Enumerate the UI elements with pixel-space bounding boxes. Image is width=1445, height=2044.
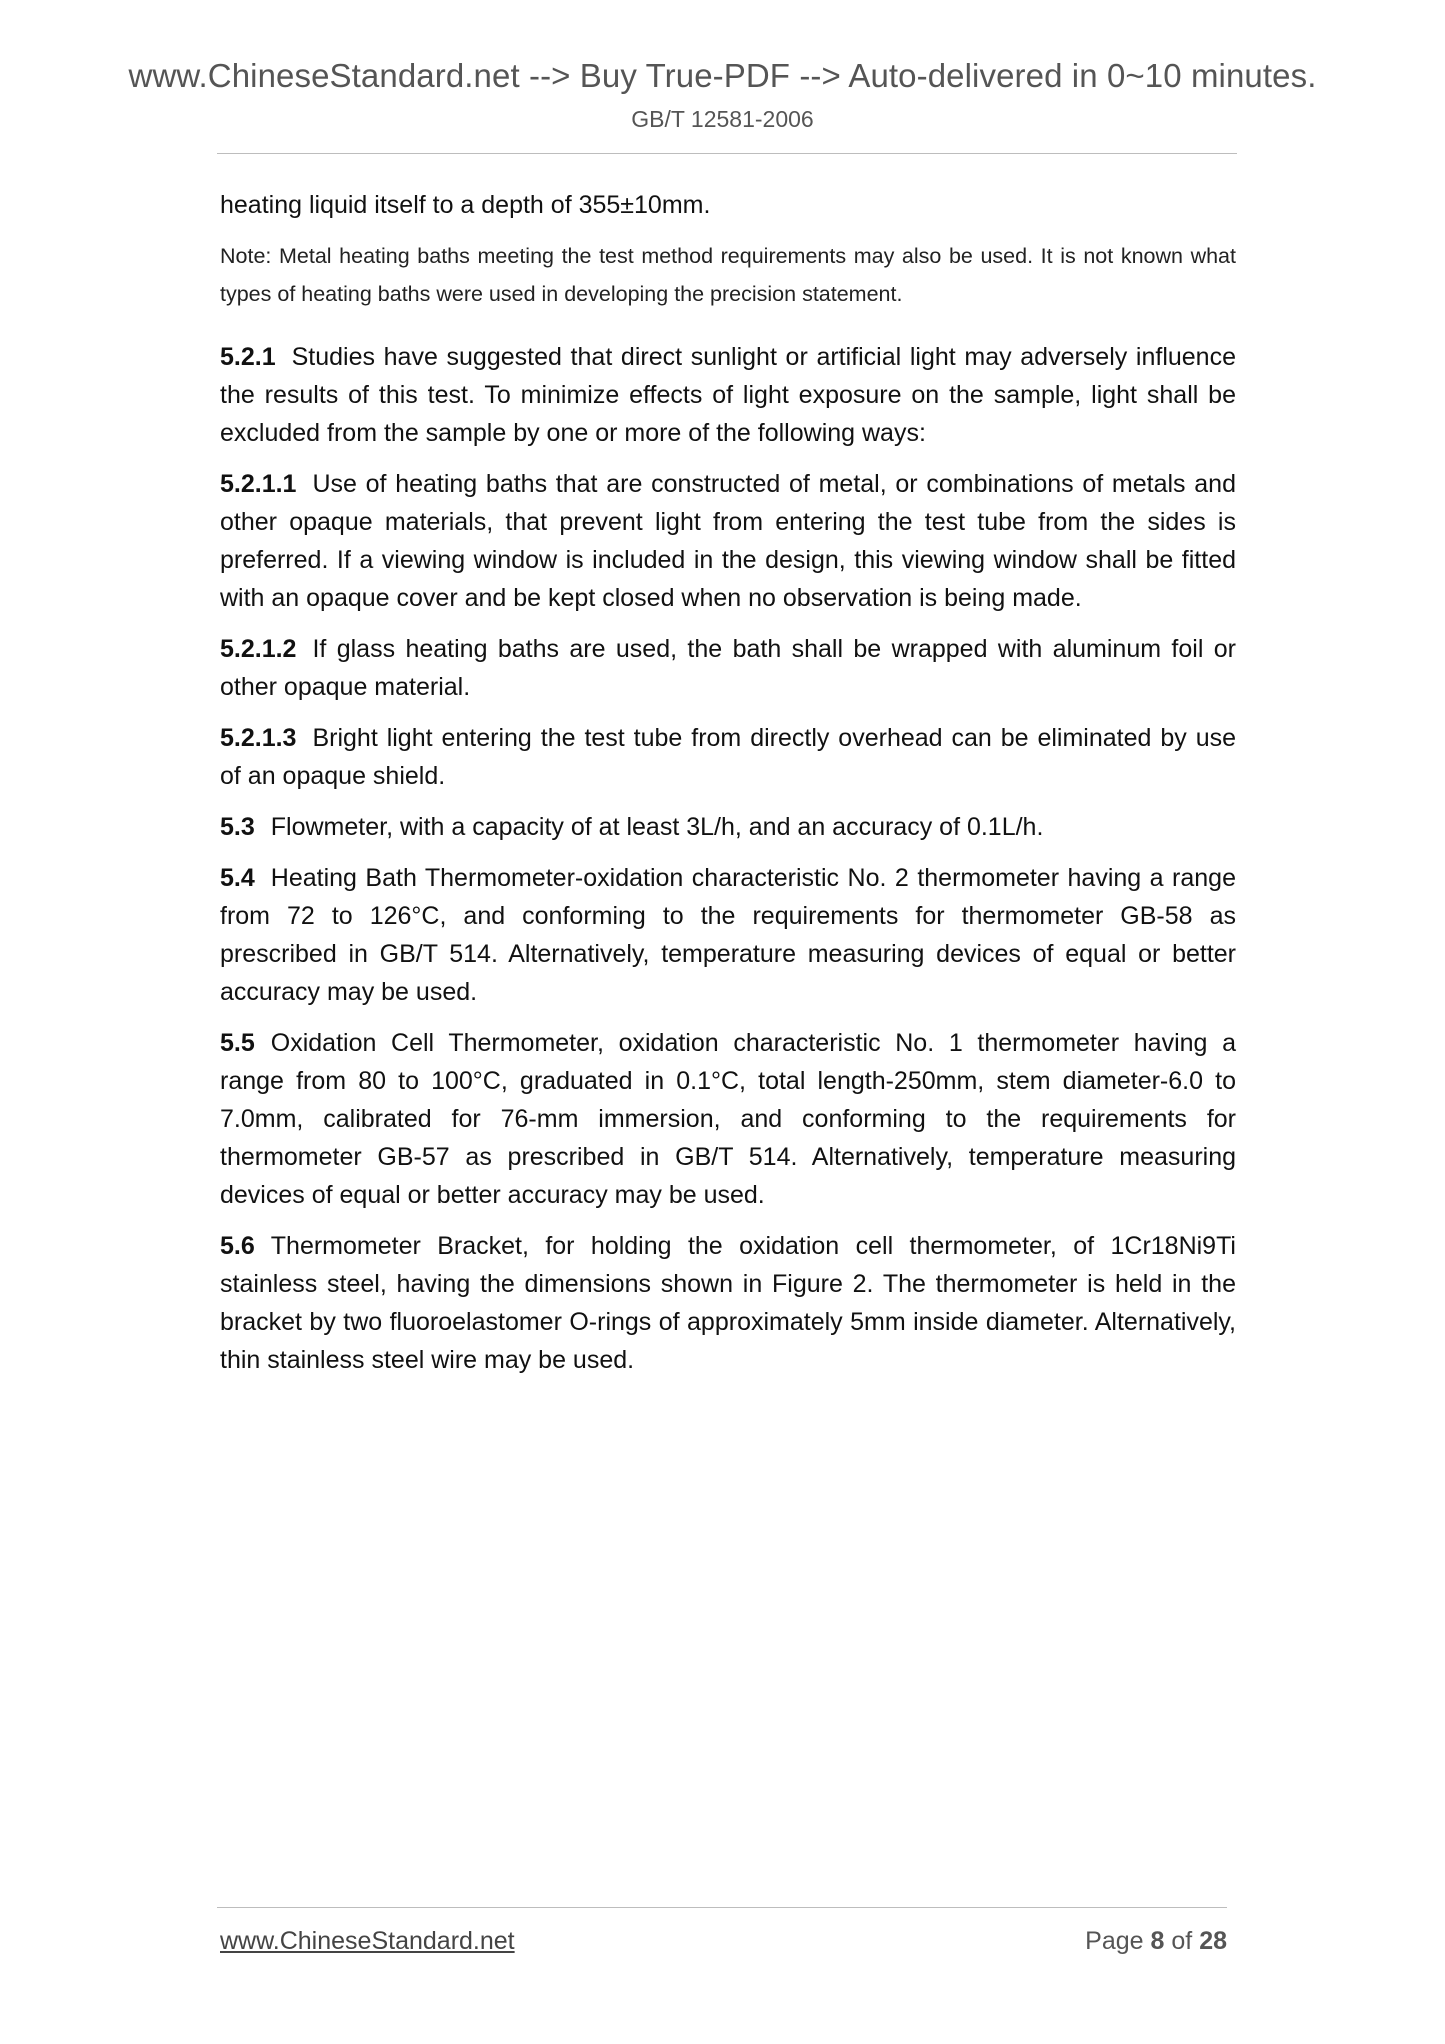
section-number: 5.2.1: [220, 343, 276, 371]
section-number: 5.3: [220, 813, 255, 841]
section-text: Thermometer Bracket, for holding the oxidation cell thermometer, of 1Cr18Ni9Ti stainless steel, having the dimensions shown in Figure 2. The thermometer is held in the bracket by two fluoroelastomer O-rings of approximately 5mm inside diameter. Alternatively, thin stainless steel wire may be used.: [220, 1232, 1236, 1374]
section-text: Flowmeter, with a capacity of at least 3L/h, and an accuracy of 0.1L/h.: [270, 813, 1044, 841]
paragraph-continuation: heating liquid itself to a depth of 355±10mm.: [220, 191, 711, 219]
page-label: Page: [1085, 1927, 1144, 1955]
header-banner: www.ChineseStandard.net --> Buy True-PDF --> Auto-delivered in 0~10 minutes.: [128, 57, 1317, 94]
section-5-6: [220, 1227, 1236, 1379]
section-number: 5.2.1.1: [220, 470, 297, 498]
section-5-5: [220, 1024, 1236, 1214]
section-5-3: [220, 808, 1236, 846]
note-paragraph: Note: Metal heating baths meeting the test method requirements may also be used. It is not known what types of heating baths were used in developing the precision statement.: [220, 244, 1236, 306]
page-total: 28: [1199, 1927, 1227, 1955]
section-5-4: [220, 859, 1236, 1011]
section-text: Use of heating baths that are constructed of metal, or combinations of metals and other opaque materials, that prevent light from entering the test tube from the sides is preferred. If a viewing window is included in the design, this viewing window shall be fitted with an opaque cover and be kept closed when no observation is being made.: [220, 470, 1236, 612]
section-number: 5.2.1.2: [220, 635, 297, 663]
section-text: Heating Bath Thermometer-oxidation characteristic No. 2 thermometer having a range from 72 to 126°C, and conforming to the requirements for thermometer GB-58 as prescribed in GB/T 514. Alternatively, temperature measuring devices of equal or better accuracy may be used.: [220, 864, 1236, 1006]
section-number: 5.2.1.3: [220, 724, 297, 752]
page-of: of: [1171, 1927, 1193, 1955]
page-current: 8: [1150, 1927, 1165, 1955]
section-5-2-1: [220, 338, 1236, 452]
page-indicator: [1085, 1925, 1227, 1957]
section-number: 5.5: [220, 1029, 255, 1057]
footer-site-link[interactable]: www.ChineseStandard.net: [220, 1927, 515, 1955]
section-text: If glass heating baths are used, the bath shall be wrapped with aluminum foil or other opaque material.: [220, 635, 1236, 701]
page-body: [220, 186, 1236, 1379]
section-text: Oxidation Cell Thermometer, oxidation characteristic No. 1 thermometer having a range from 80 to 100°C, graduated in 0.1°C, total length-250mm, stem diameter-6.0 to 7.0mm, calibrated for 76-mm immersion, and conforming to the requirements for thermometer GB-57 as prescribed in GB/T 514. Alternatively, temperature measuring devices of equal or better accuracy may be used.: [220, 1029, 1236, 1209]
section-5-2-1-2: [220, 630, 1236, 706]
section-5-2-1-3: [220, 719, 1236, 795]
footer-divider: [217, 1907, 1227, 1908]
section-number: 5.6: [220, 1232, 255, 1260]
section-text: Studies have suggested that direct sunlight or artificial light may adversely influence the results of this test. To minimize effects of light exposure on the sample, light shall be excluded from the sample by one or more of the following ways:: [220, 343, 1236, 447]
standard-id: GB/T 12581-2006: [631, 106, 814, 132]
header-divider: [217, 153, 1237, 154]
section-5-2-1-1: [220, 465, 1236, 617]
section-number: 5.4: [220, 864, 255, 892]
section-text: Bright light entering the test tube from directly overhead can be eliminated by use of an opaque shield.: [220, 724, 1236, 790]
